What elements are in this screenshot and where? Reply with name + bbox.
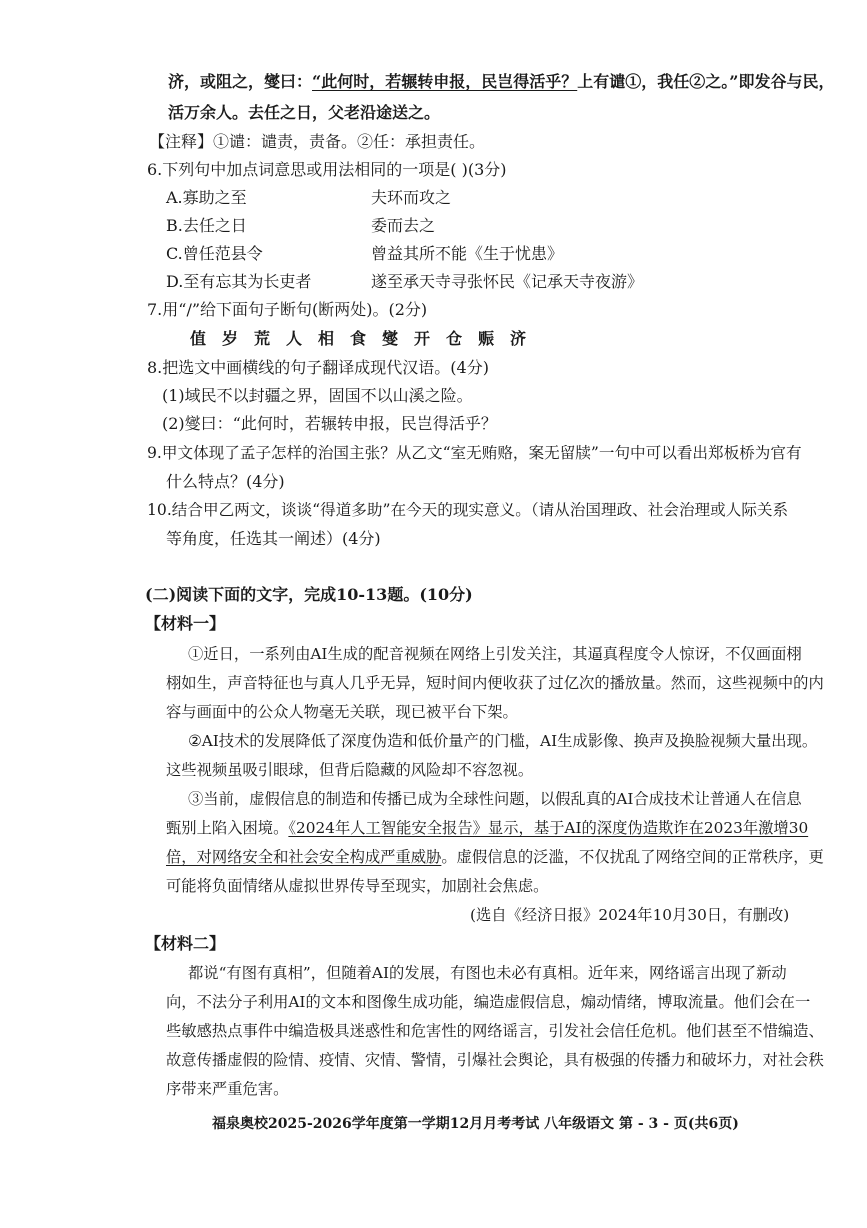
m1-p1-line-3: 容与画面中的公众人物毫无关联，现已被平台下架。 — [166, 703, 518, 721]
m1-p3-underlined-2: 倍，对网络安全和社会安全构成严重威胁 — [166, 848, 442, 866]
q6-option-b-left: B.去任之日 — [166, 216, 247, 235]
section-2-title: (二)阅读下面的文字，完成10-13题。(10分) — [145, 585, 473, 604]
q6-option-d-left: D.至有忘其为长吏者 — [166, 272, 312, 291]
annotation-note: 【注释】①谴：谴责，责备。②任：承担责任。 — [149, 132, 486, 151]
m1-p1-line-2: 栩如生，声音特征也与真人几乎无异，短时间内便收获了过亿次的播放量。然而，这些视频中的内 — [166, 674, 824, 692]
q6-option-c-left: C.曾任范县令 — [166, 244, 263, 263]
m1-p3-line-4: 可能将负面情绪从虚拟世界传导至现实，加剧社会焦虑。 — [166, 877, 549, 895]
text-b-line-1 — [168, 72, 834, 92]
material-1-label: 【材料一】 — [145, 614, 226, 633]
m2-line-5: 序带来严重危害。 — [166, 1080, 289, 1098]
m1-p2-line-1: ②AI技术的发展降低了深度伪造和低价量产的门槛，AI生成影像、换声及换脸视频大量出现。 — [188, 732, 818, 750]
m1-p3-line-2-start: 甄别上陷入困境。 — [166, 819, 289, 837]
q7-sentence: 值岁荒人相食燮开仓赈济 — [190, 329, 543, 348]
m1-p3-line-3-end: 。虚假信息的泛滥，不仅扰乱了网络空间的正常秩序，更 — [441, 848, 824, 866]
m2-line-1: 都说“有图有真相”，但随着AI的发展，有图也未必有真相。近年来，网络谣言出现了新动 — [188, 964, 787, 982]
m2-line-3: 些敏感热点事件中编造极具迷惑性和危害性的网络谣言，引发社会信任危机。他们甚至不惜编造、 — [166, 1022, 824, 1040]
m1-p3-line-3 — [166, 847, 824, 867]
question-10-line-2: 等角度，任选其一阐述）(4分) — [166, 529, 381, 548]
m1-p3-line-1: ③当前，虚假信息的制造和传播已成为全球性问题，以假乱真的AI合成技术让普通人在信息 — [188, 790, 802, 808]
page-footer: 福泉奥校2025-2026学年度第一学期12月月考考试 八年级语文 第 - 3 - 页(共6页) — [212, 1116, 739, 1132]
q6-option-d-right: 遂至承天寺寻张怀民《记承天寺夜游》 — [371, 272, 644, 291]
question-8-stem: 8.把选文中画横线的句子翻译成现代汉语。(4分) — [147, 358, 489, 377]
q8-item-1: (1)域民不以封疆之界，固国不以山溪之险。 — [162, 386, 473, 405]
text-b-line-2: 活万余人。去任之日，父老沿途送之。 — [168, 103, 441, 122]
question-9-line-2: 什么特点？(4分) — [166, 472, 285, 491]
q6-option-a-left: A.寡助之至 — [166, 188, 247, 207]
text-b-line-1-end: 上有谴①，我任②之。”即发谷与民， — [577, 72, 835, 91]
material-2-label: 【材料二】 — [145, 934, 226, 953]
m1-p3-line-2 — [166, 818, 808, 838]
question-7-stem: 7.用“/”给下面句子断句(断两处)。(2分) — [147, 300, 428, 319]
q6-option-a-right: 夫环而攻之 — [371, 188, 452, 207]
m1-p2-line-2: 这些视频虽吸引眼球，但背后隐藏的风险却不容忽视。 — [166, 761, 534, 779]
m1-p3-underlined-1: 《2024年人工智能安全报告》显示，基于AI的深度伪造欺诈在2023年激增30 — [288, 819, 809, 837]
material-1-source: (选自《经济日报》2024年10月30日，有删改) — [470, 906, 790, 924]
q6-option-c-right: 曾益其所不能《生于忧患》 — [371, 244, 564, 263]
question-6-stem: 6.下列句中加点词意思或用法相同的一项是( )(3分) — [147, 160, 507, 179]
q8-item-2: (2)燮曰：“此何时，若辗转申报，民岂得活乎？ — [162, 414, 497, 433]
question-9-line-1: 9.甲文体现了孟子怎样的治国主张？从乙文“室无贿赂，案无留牍”一句中可以看出郑板桥为官有 — [147, 444, 802, 462]
m1-p1-line-1: ①近日，一系列由AI生成的配音视频在网络上引发关注，其逼真程度令人惊讶，不仅画面栩 — [188, 645, 802, 663]
q6-option-b-right: 委而去之 — [371, 216, 436, 235]
underlined-sentence: “此何时，若辗转申报，民岂得活乎？ — [312, 72, 578, 91]
question-10-line-1: 10.结合甲乙两文，谈谈“得道多助”在今天的现实意义。（请从治国理政、社会治理或人际关系 — [147, 501, 789, 519]
m2-line-2: 向，不法分子利用AI的文本和图像生成功能，编造虚假信息，煽动情绪，博取流量。他们会在一 — [166, 993, 811, 1011]
m2-line-4: 故意传播虚假的险情、疫情、灾情、警情，引爆社会舆论，具有极强的传播力和破坏力，对社会秩 — [166, 1051, 824, 1069]
text-b-line-1-start: 济，或阻之，燮曰： — [168, 72, 313, 91]
